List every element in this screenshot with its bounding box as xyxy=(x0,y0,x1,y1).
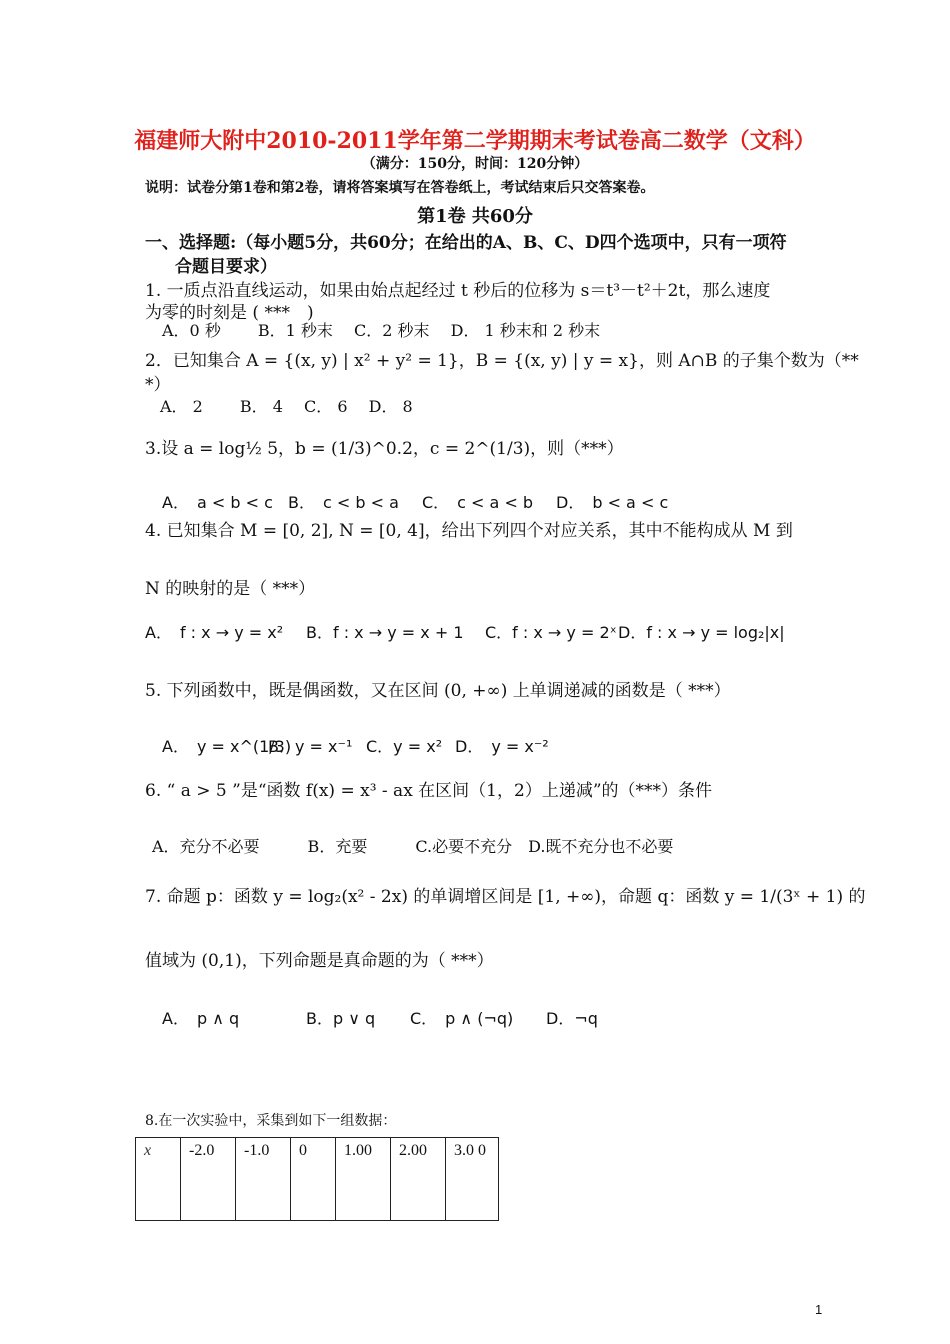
table-cell: 1.00 xyxy=(336,1138,391,1221)
q5-option-b: B．y = x⁻¹ xyxy=(268,737,353,756)
q5-option-a: A． y = x^(1/3) xyxy=(162,737,292,756)
q3-option-a: A． a < b < c xyxy=(162,493,273,512)
q1-text-line1: 1. 一质点沿直线运动，如果由始点起经过 t 秒后的位移为 s＝t³－t²＋2t，那么速度 xyxy=(145,281,771,301)
table-cell: 0 xyxy=(291,1138,336,1221)
exam-note: 说明：试卷分第1卷和第2卷，请将答案填写在答卷纸上，考试结束后只交答案卷。 xyxy=(145,180,655,196)
q5-text: 5. 下列函数中，既是偶函数，又在区间 (0, +∞) 上单调递减的函数是（ ***） xyxy=(145,681,731,701)
q4-option-c: C．f : x → y = 2ˣ xyxy=(485,623,617,642)
q6-text: 6. “ a > 5 ”是“函数 f(x) = x³ - ax 在区间（1，2）上递减”的（***）条件 xyxy=(145,781,713,801)
q4-option-b: B．f : x → y = x + 1 xyxy=(306,623,464,642)
page-number: 1 xyxy=(815,1302,823,1317)
table-row xyxy=(136,1138,499,1221)
section1-heading-line2: 合题目要求） xyxy=(175,257,277,277)
table-cell: -2.0 xyxy=(181,1138,236,1221)
q7-text-line2: 值域为 (0,1)，下列命题是真命题的为（ ***） xyxy=(145,951,494,971)
q2-options: A． 2 B． 4 C． 6 D． 8 xyxy=(160,397,413,416)
section-heading: 第1卷 共60分 xyxy=(417,206,533,227)
q6-options: A．充分不必要 B．充要 C.必要不充分 D.既不充分也不必要 xyxy=(152,837,674,856)
q7-text-line1: 7. 命题 p：函数 y = log₂(x² - 2x) 的单调增区间是 [1, +∞)，命题 q：函数 y = 1/(3ˣ + 1) 的 xyxy=(145,887,866,907)
q7-option-d: D．¬q xyxy=(546,1009,598,1028)
q8-text: 8.在一次实验中，采集到如下一组数据： xyxy=(145,1113,397,1129)
q2-text-line2: *） xyxy=(145,375,171,395)
q7-option-b: B．p ∨ q xyxy=(306,1009,376,1028)
section1-heading-line1: 一、选择题:（每小题5分，共60分；在给出的A、B、C、D四个选项中，只有一项符 xyxy=(145,233,787,253)
q7-option-c: C． p ∧ (¬q) xyxy=(410,1009,514,1028)
table-cell: x xyxy=(136,1138,181,1221)
q3-text: 3.设 a = log½ 5，b = (1/3)^0.2，c = 2^(1/3)，则（***） xyxy=(145,439,624,459)
q2-text-line1: 2．已知集合 A = {(x, y) | x² + y² = 1}，B = {(x, y) | y = x}，则 A∩B 的子集个数为（** xyxy=(145,351,859,371)
q4-option-d: D．f : x → y = log₂|x| xyxy=(618,623,785,642)
q3-option-d: D． b < a < c xyxy=(556,493,669,512)
table-cell: 2.00 xyxy=(391,1138,446,1221)
q1-text-line2: 为零的时刻是 ( *** ) xyxy=(145,303,314,323)
q4-option-a: A． f : x → y = x² xyxy=(145,623,284,642)
table-cell: -1.0 xyxy=(236,1138,291,1221)
q5-option-d: D． y = x⁻² xyxy=(455,737,549,756)
q4-text-line1: 4. 已知集合 M = [0, 2], N = [0, 4]，给出下列四个对应关系，其中不能构成从 M 到 xyxy=(145,521,793,541)
q5-option-c: C．y = x² xyxy=(366,737,443,756)
q3-option-c: C． c < a < b xyxy=(422,493,534,512)
q7-option-a: A． p ∧ q xyxy=(162,1009,240,1028)
q3-option-b: B． c < b < a xyxy=(288,493,399,512)
exam-title: 福建师大附中2010-2011学年第二学期期末考试卷高二数学（文科） xyxy=(134,128,816,154)
q1-options: A．0 秒 B．1 秒末 C．2 秒末 D． 1 秒末和 2 秒末 xyxy=(162,321,601,340)
q4-text-line2: N 的映射的是（ ***） xyxy=(145,579,316,599)
exam-subtitle: （满分：150分，时间：120分钟） xyxy=(361,156,589,172)
table-cell: 3.0 0 xyxy=(446,1138,499,1221)
q8-data-table xyxy=(135,1137,499,1221)
